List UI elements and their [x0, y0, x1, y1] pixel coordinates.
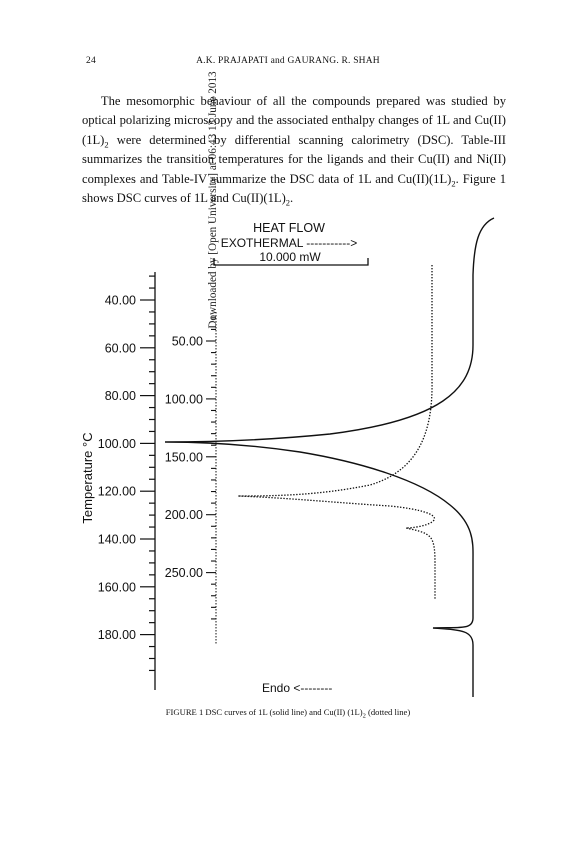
para-text-2: were determined by differential scanning calorimetry (DSC). Table-III summarizes the transition temperatures for the ligands and their Cu(II) and Ni(II) complexes and Table-IV summarize the DSC data of 1L and Cu(II)(1L): [82, 132, 506, 186]
right-tick-label: 50.00: [171, 334, 203, 349]
temperature-axis-title: Temperature °C: [80, 432, 95, 524]
left-tick-label: 140.00: [97, 532, 136, 547]
left-tick-label: 40.00: [104, 293, 136, 308]
caption-suffix: (dotted line): [365, 707, 411, 717]
left-tick-label: 160.00: [97, 580, 136, 595]
para-sub-2: 2: [451, 178, 456, 189]
running-head: A.K. PRAJAPATI and GAURANG. R. SHAH: [196, 56, 380, 66]
para-sub-1: 2: [104, 139, 109, 150]
left-temperature-axis: [98, 272, 155, 690]
left-tick-label: 80.00: [104, 389, 136, 404]
caption-sub: 2: [362, 712, 366, 720]
exothermal-label: EXOTHERMAL ----------->: [220, 236, 358, 250]
curve-1L-solid: [165, 218, 494, 697]
left-tick-label: 120.00: [97, 484, 136, 499]
para-text-4: .: [290, 191, 294, 206]
endo-label: Endo <--------: [262, 681, 333, 695]
right-tick-label: 200.00: [164, 508, 203, 523]
page-number: 24: [86, 56, 96, 66]
right-tick-label: 150.00: [164, 450, 203, 465]
caption-prefix: FIGURE 1 DSC curves of 1L (solid line) and Cu(II) (1L): [165, 707, 363, 717]
scale-bar-label: 10.000 mW: [259, 250, 321, 264]
figure-caption: [0, 707, 576, 720]
para-sub-3: 2: [285, 197, 291, 208]
watermark-text: Downloaded by [Open University] at 06:43 13 June 2013: [207, 71, 219, 329]
para-text-1: The mesomorphic behaviour of all the compounds prepared was studied by optical polarizing microscopy and the associated enthalpy changes of 1L and Cu(II)(1L): [82, 94, 506, 147]
left-tick-label: 60.00: [104, 341, 136, 356]
left-tick-label: 100.00: [97, 436, 136, 451]
right-tick-label: 100.00: [164, 392, 203, 407]
heat-flow-label: HEAT FLOW: [253, 221, 325, 235]
right-temperature-axis: [165, 312, 216, 645]
para-text-3: . Figure 1 shows DSC curves of 1L and Cu(II)(1L): [82, 171, 507, 206]
left-tick-label: 180.00: [97, 628, 136, 643]
right-tick-label: 250.00: [164, 566, 203, 581]
